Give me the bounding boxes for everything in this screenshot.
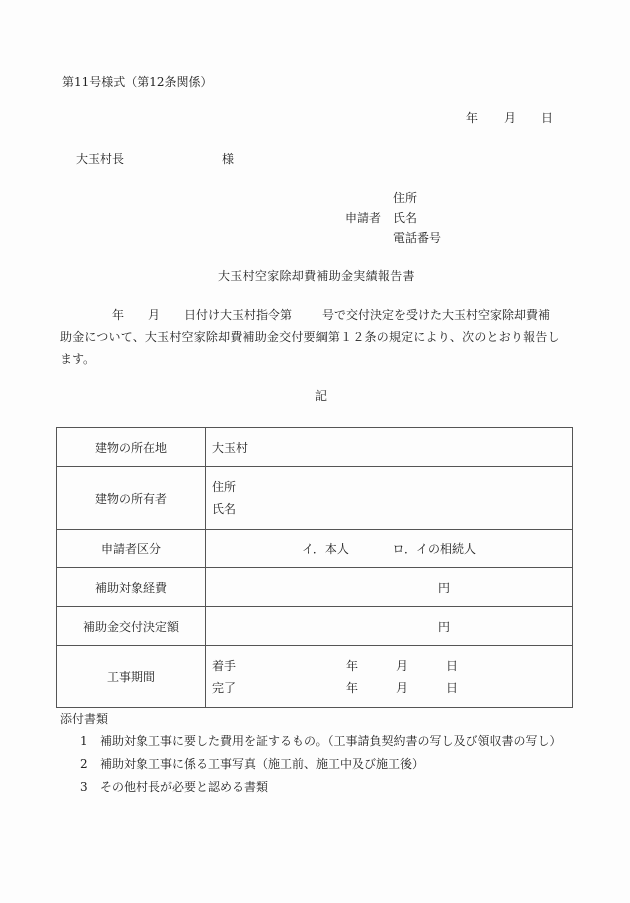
report-table bbox=[56, 427, 573, 708]
period-end-year: 年 bbox=[346, 680, 359, 695]
attachment-num: 2 bbox=[80, 757, 88, 771]
ki-note: 記 bbox=[315, 389, 328, 403]
period-start-label: 着手 bbox=[212, 658, 237, 673]
attachments-heading: 添付書類 bbox=[60, 712, 109, 726]
owner-value[interactable] bbox=[206, 467, 573, 530]
period-end bbox=[212, 677, 572, 699]
category-label: 申請者区分 bbox=[57, 530, 206, 568]
period-end-month: 月 bbox=[396, 680, 409, 695]
attachment-num: 3 bbox=[80, 780, 88, 794]
body-line2: 助金について、大玉村空家除却費補助金交付要綱第１２条の規定により、次のとおり報告し bbox=[60, 330, 560, 344]
category-option-self[interactable]: イ．本人 bbox=[301, 542, 349, 556]
period-label: 工事期間 bbox=[57, 646, 206, 708]
period-start-year: 年 bbox=[346, 658, 359, 673]
row-cost bbox=[57, 568, 573, 607]
cost-label: 補助対象経費 bbox=[57, 568, 206, 607]
body-line3: ます。 bbox=[60, 352, 96, 366]
period-value[interactable] bbox=[206, 646, 573, 708]
cost-unit: 円 bbox=[438, 580, 451, 595]
document-title: 大玉村空家除却費補助金実績報告書 bbox=[218, 269, 415, 283]
body-month: 月 bbox=[148, 308, 161, 322]
form-number: 第11号様式（第12条関係） bbox=[62, 75, 213, 89]
row-grant bbox=[57, 607, 573, 646]
period-start bbox=[212, 655, 572, 677]
attachment-text: その他村長が必要と認める書類 bbox=[100, 780, 269, 794]
body-year: 年 bbox=[112, 308, 125, 322]
date-year: 年 bbox=[466, 111, 479, 125]
attachment-item bbox=[80, 779, 269, 795]
period-start-month: 月 bbox=[396, 658, 409, 673]
owner-label: 建物の所有者 bbox=[57, 467, 206, 530]
grant-value[interactable] bbox=[206, 607, 573, 646]
owner-name-label: 氏名 bbox=[212, 502, 237, 516]
addressee-name: 大玉村長 bbox=[76, 152, 125, 166]
body-line1-rest: 号で交付決定を受けた大玉村空家除却費補 bbox=[322, 308, 551, 322]
attachment-item bbox=[80, 756, 425, 772]
date-month: 月 bbox=[504, 111, 517, 125]
applicant-label: 申請者 bbox=[345, 211, 382, 225]
attachment-num: 1 bbox=[80, 734, 88, 748]
row-owner bbox=[57, 467, 573, 530]
addressee-honorific: 様 bbox=[222, 152, 235, 166]
applicant-address-label: 住所 bbox=[393, 191, 418, 205]
location-value[interactable]: 大玉村 bbox=[206, 428, 573, 467]
grant-label: 補助金交付決定額 bbox=[57, 607, 206, 646]
grant-unit: 円 bbox=[438, 619, 451, 634]
category-options bbox=[206, 530, 573, 568]
attachment-text: 補助対象工事に係る工事写真（施工前、施工中及び施工後） bbox=[100, 757, 425, 771]
row-period bbox=[57, 646, 573, 708]
attachment-text: 補助対象工事に要した費用を証するもの。（工事請負契約書の写し及び領収書の写し） bbox=[100, 734, 562, 748]
body-day-text: 日付け大玉村指令第 bbox=[184, 308, 293, 322]
date-day: 日 bbox=[541, 111, 554, 125]
cost-value[interactable] bbox=[206, 568, 573, 607]
owner-address-label: 住所 bbox=[212, 480, 237, 494]
category-option-heir[interactable]: ロ．イの相続人 bbox=[392, 542, 477, 556]
applicant-phone-label: 電話番号 bbox=[393, 231, 442, 245]
attachment-item bbox=[80, 733, 562, 749]
row-location bbox=[57, 428, 573, 467]
period-end-day: 日 bbox=[446, 680, 459, 695]
period-end-label: 完了 bbox=[212, 680, 237, 695]
location-label: 建物の所在地 bbox=[57, 428, 206, 467]
applicant-name-label: 氏名 bbox=[393, 211, 418, 225]
row-category bbox=[57, 530, 573, 568]
period-start-day: 日 bbox=[446, 658, 459, 673]
